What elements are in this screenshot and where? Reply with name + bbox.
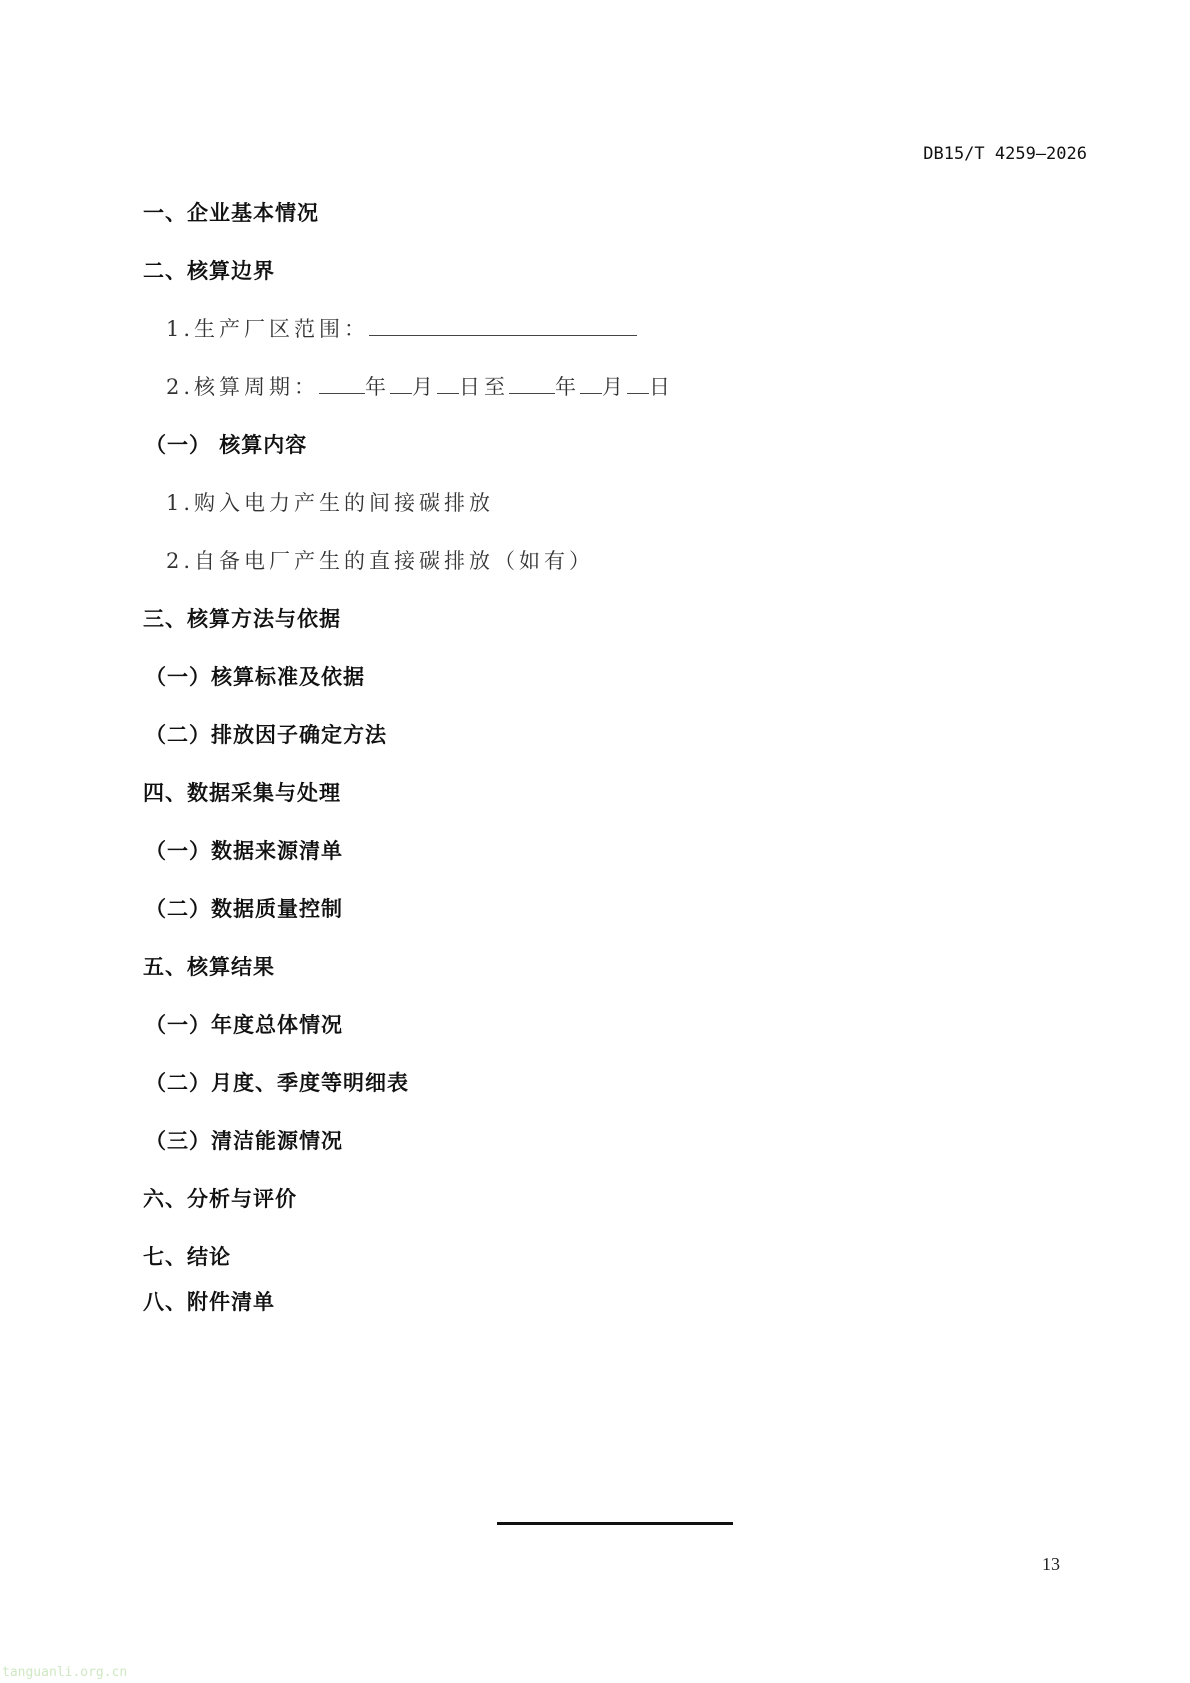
blank-day-start[interactable]: [437, 375, 459, 394]
year-label: 年: [365, 375, 391, 399]
section-heading: 二、核算边界: [143, 259, 275, 283]
subsection-heading: （一）年度总体情况: [145, 1013, 343, 1037]
to-label: 至: [484, 375, 510, 399]
month-label: 月: [412, 375, 438, 399]
day-label: 日: [649, 375, 675, 399]
subsection-heading: （一）数据来源清单: [145, 839, 343, 863]
subsection-heading: （三）清洁能源情况: [145, 1129, 343, 1153]
outline-item: 1.购入电力产生的间接碳排放: [166, 491, 495, 515]
year-label: 年: [555, 375, 581, 399]
subsection-heading: （一）核算标准及依据: [145, 665, 365, 689]
section-heading: 一、企业基本情况: [143, 201, 319, 225]
subsection-heading: （二）月度、季度等明细表: [145, 1071, 409, 1095]
section-heading: 五、核算结果: [143, 955, 275, 979]
subsection-heading: （一） 核算内容: [145, 433, 308, 457]
outline-item-plant-scope: [166, 313, 637, 343]
blank-day-end[interactable]: [627, 375, 649, 394]
day-label: 日: [459, 375, 485, 399]
subsection-heading: （二）排放因子确定方法: [145, 723, 387, 747]
blank-field-plant-scope[interactable]: [369, 317, 637, 336]
blank-month-start[interactable]: [390, 375, 412, 394]
subsection-heading: （二）数据质量控制: [145, 897, 343, 921]
month-label: 月: [602, 375, 628, 399]
item-label: 2.核算周期：: [166, 375, 320, 399]
outline-item-period: [166, 371, 674, 401]
section-heading: 七、结论: [143, 1245, 231, 1269]
blank-year-start[interactable]: [319, 375, 365, 394]
item-label: 1.生产厂区范围：: [166, 317, 370, 341]
section-heading: 三、核算方法与依据: [143, 607, 341, 631]
watermark: tanguanli.org.cn: [2, 1665, 128, 1680]
end-rule: [497, 1522, 733, 1525]
section-heading: 四、数据采集与处理: [143, 781, 341, 805]
blank-year-end[interactable]: [509, 375, 555, 394]
blank-month-end[interactable]: [580, 375, 602, 394]
outline-item: 2.自备电厂产生的直接碳排放（如有）: [166, 549, 595, 573]
section-heading: 六、分析与评价: [143, 1187, 297, 1211]
section-heading: 八、附件清单: [143, 1290, 275, 1314]
page-number: 13: [1042, 1554, 1060, 1574]
standard-code: DB15/T 4259—2026: [923, 144, 1087, 164]
